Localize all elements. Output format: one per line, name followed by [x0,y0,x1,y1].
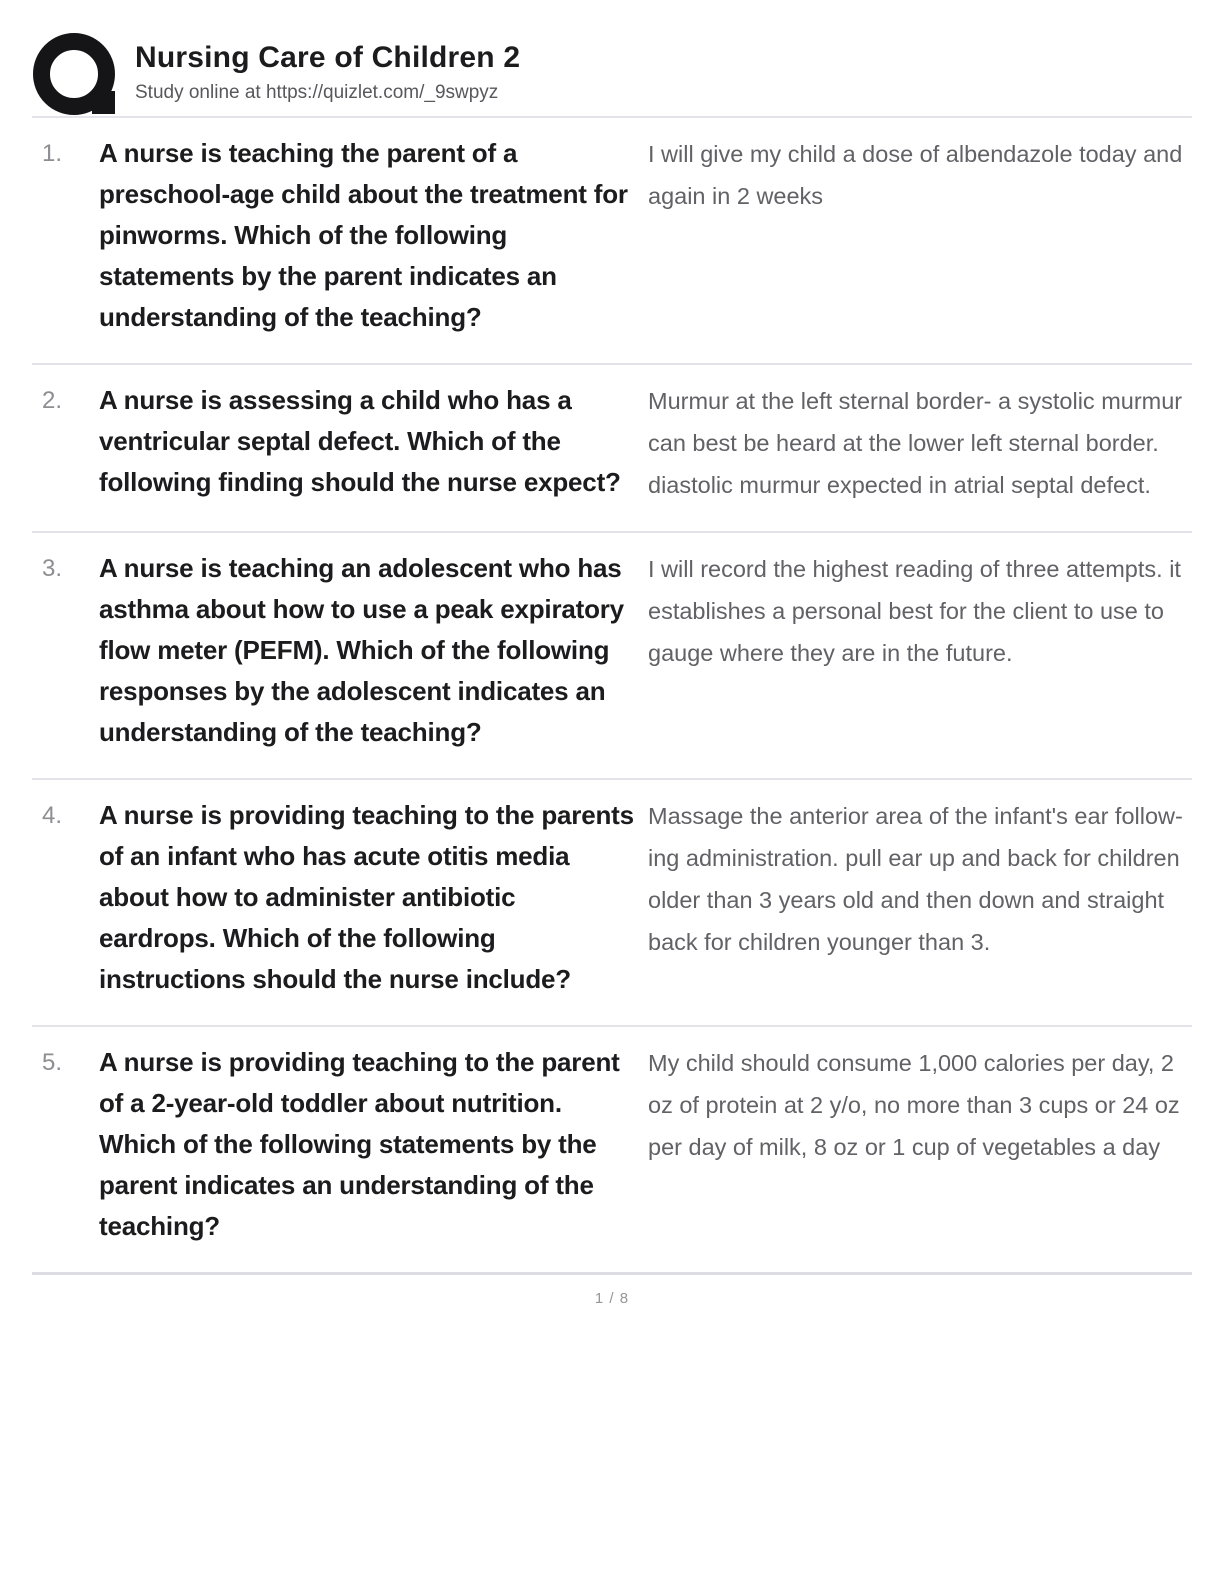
answer-text: I will record the highest reading of three attempts. it establishes a personal best for the client to use to gauge where they are in the future. [648,556,1181,666]
qa-row-4 [0,780,1224,1025]
answer-text: My child should consume 1,000 calories per day, 2 oz of protein at 2 y/o, no more than 3 cups or 24 oz per day of milk, 8 oz or 1 cup of vegetables a day [648,1050,1180,1160]
question-text: A nurse is teaching the parent of a preschool-age child about the treatment for pinworms. Which of the following statements by the parent indicates an understanding of the teaching? [99,138,628,332]
header [0,0,1224,116]
answer-text: Massage the anterior area of the infant's ear following administration. pull ear up and back for children older than 3 years old and then down and straight back for children younger than 3. [648,803,1183,955]
qa-row-2 [0,365,1224,531]
footer-divider [32,1272,1192,1275]
qa-row-5 [0,1027,1224,1272]
answer-text: I will give my child a dose of albendazole today and again in 2 weeks [648,141,1183,209]
page-subtitle: Study online at https://quizlet.com/_9swpyz [135,82,499,103]
quizlet-logo-ring [33,33,115,115]
page-title: Nursing Care of Children 2 [135,41,521,74]
question-number: 1. [42,140,63,167]
quizlet-logo-icon [33,33,115,115]
question-number: 3. [42,555,63,582]
qa-row-3 [0,533,1224,778]
answer-text: Murmur at the left sternal border- a systolic murmur can best be heard at the lower left sternal border. diastolic murmur expected in atrial septal defect. [648,388,1183,498]
question-text: A nurse is providing teaching to the parent of a 2-year-old toddler about nutrition. Which of the following statements by the parent indicates an understanding of the teaching? [99,1047,620,1241]
page-indicator: 1 / 8 [594,1290,630,1307]
question-number: 2. [42,387,63,414]
header-text [135,33,520,104]
question-number: 4. [42,802,63,829]
qa-row-1 [0,118,1224,363]
question-text: A nurse is assessing a child who has a ventricular septal defect. Which of the following finding should the nurse expect? [99,385,621,497]
question-text: A nurse is providing teaching to the parents of an infant who has acute otitis media about how to administer antibiotic eardrops. Which of the following instructions should the nurse include? [99,800,634,994]
question-number: 5. [42,1049,63,1076]
question-text: A nurse is teaching an adolescent who has asthma about how to use a peak expiratory flow meter (PEFM). Which of the following responses by the adolescent indicates an understanding of the teaching? [99,553,624,747]
